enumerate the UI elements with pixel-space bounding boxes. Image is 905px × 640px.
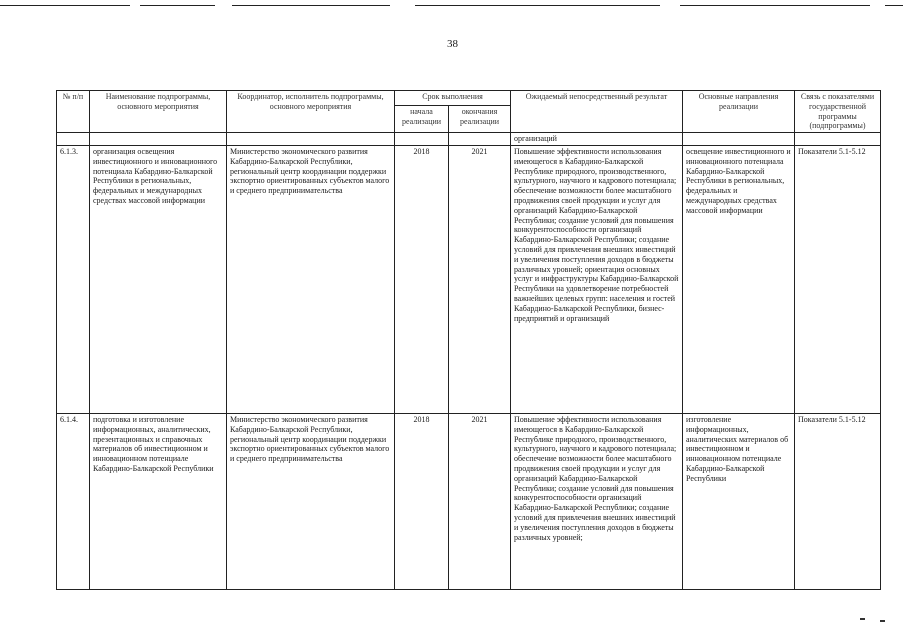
scan-speck bbox=[860, 618, 865, 620]
row-end: 2021 bbox=[449, 145, 511, 413]
row-coordinator: Министерство экономического развития Кабардино-Балкарской Республики, региональный центр координации поддержки экспортно ориентированных субъектов малого и среднего предпринимательства bbox=[227, 145, 395, 413]
table-row bbox=[57, 413, 881, 589]
header-period: Срок выполнения bbox=[395, 91, 511, 106]
header-row bbox=[57, 91, 881, 106]
row-directions: освещение инвестиционного и инновационного потенциала Кабардино-Балкарской Республики в региональных, федеральных и международных средствах массовой информации bbox=[683, 145, 795, 413]
header-end: окончания реализации bbox=[449, 106, 511, 133]
row-link: Показатели 5.1-5.12 bbox=[795, 413, 881, 589]
scan-artifact-line bbox=[232, 5, 390, 6]
continuation-text: организаций bbox=[511, 133, 683, 146]
row-result: Повышение эффективности использования имеющегося в Кабардино-Балкарской Республике природного, производственного, культурного, научного и кадрового потенциала; обеспечение возможности более масштабного продвижения своей продукции и услуг для организаций Кабардино-Балкарской Республики; создание условий для повышения конкурентоспособности организаций Кабардино-Балкарской Республики; создание условий для привлечения внешних инвестиций и увеличения поступления доходов в бюджеты различных уровней; ориентация основных услуг и инфраструктуры Кабардино-Балкарской Республики на удовлетворение потребностей важнейших целевых групп: населения и гостей Кабардино-Балкарской Республики, бизнес-предприятий и организаций bbox=[511, 145, 683, 413]
scan-artifact-line bbox=[0, 5, 130, 6]
page-number: 38 bbox=[447, 38, 458, 50]
scan-artifact-line bbox=[415, 5, 660, 6]
continuation-row bbox=[57, 133, 881, 146]
header-result: Ожидаемый непосредственный результат bbox=[511, 91, 683, 133]
header-start: начала реализации bbox=[395, 106, 449, 133]
header-coordinator: Координатор, исполнитель подпрограммы, основного мероприятия bbox=[227, 91, 395, 133]
row-name: подготовка и изготовление информационных, аналитических, презентационных и справочных материалов об инвестиционном и инновационном потенциале Кабардино-Балкарской Республики bbox=[90, 413, 227, 589]
header-name: Наименование подпрограммы, основного мероприятия bbox=[90, 91, 227, 133]
row-link: Показатели 5.1-5.12 bbox=[795, 145, 881, 413]
row-result: Повышение эффективности использования имеющегося в Кабардино-Балкарской Республике природного, производственного, культурного, научного и кадрового потенциала; обеспечение возможности более масштабного продвижения своей продукции и услуг для организаций Кабардино-Балкарской Республики; создание условий для повышения конкурентоспособности организаций Кабардино-Балкарской Республики; создание условий для привлечения внешних инвестиций и увеличения поступления доходов в бюджеты различных уровней; bbox=[511, 413, 683, 589]
row-directions: изготовление информационных, аналитических материалов об инвестиционном и инновационном потенциале Кабардино-Балкарской Республики bbox=[683, 413, 795, 589]
header-directions: Основные направления реализации bbox=[683, 91, 795, 133]
program-measures-table bbox=[56, 90, 881, 590]
row-start: 2018 bbox=[395, 145, 449, 413]
row-coordinator: Министерство экономического развития Кабардино-Балкарской Республики, региональный центр координации поддержки экспортно ориентированных субъектов малого и среднего предпринимательства bbox=[227, 413, 395, 589]
header-num: № п/п bbox=[57, 91, 90, 133]
header-link: Связь с показателями государственной программы (подпрограммы) bbox=[795, 91, 881, 133]
scan-artifact-line bbox=[140, 5, 215, 6]
scan-artifact-line bbox=[885, 5, 903, 6]
row-start: 2018 bbox=[395, 413, 449, 589]
row-num: 6.1.4. bbox=[57, 413, 90, 589]
row-name: организация освещения инвестиционного и инновационного потенциала Кабардино-Балкарской Республики в региональных, федеральных и международных средствах массовой информации bbox=[90, 145, 227, 413]
table-row bbox=[57, 145, 881, 413]
row-num: 6.1.3. bbox=[57, 145, 90, 413]
scan-artifact-line bbox=[680, 5, 870, 6]
scan-speck bbox=[880, 620, 885, 622]
row-end: 2021 bbox=[449, 413, 511, 589]
